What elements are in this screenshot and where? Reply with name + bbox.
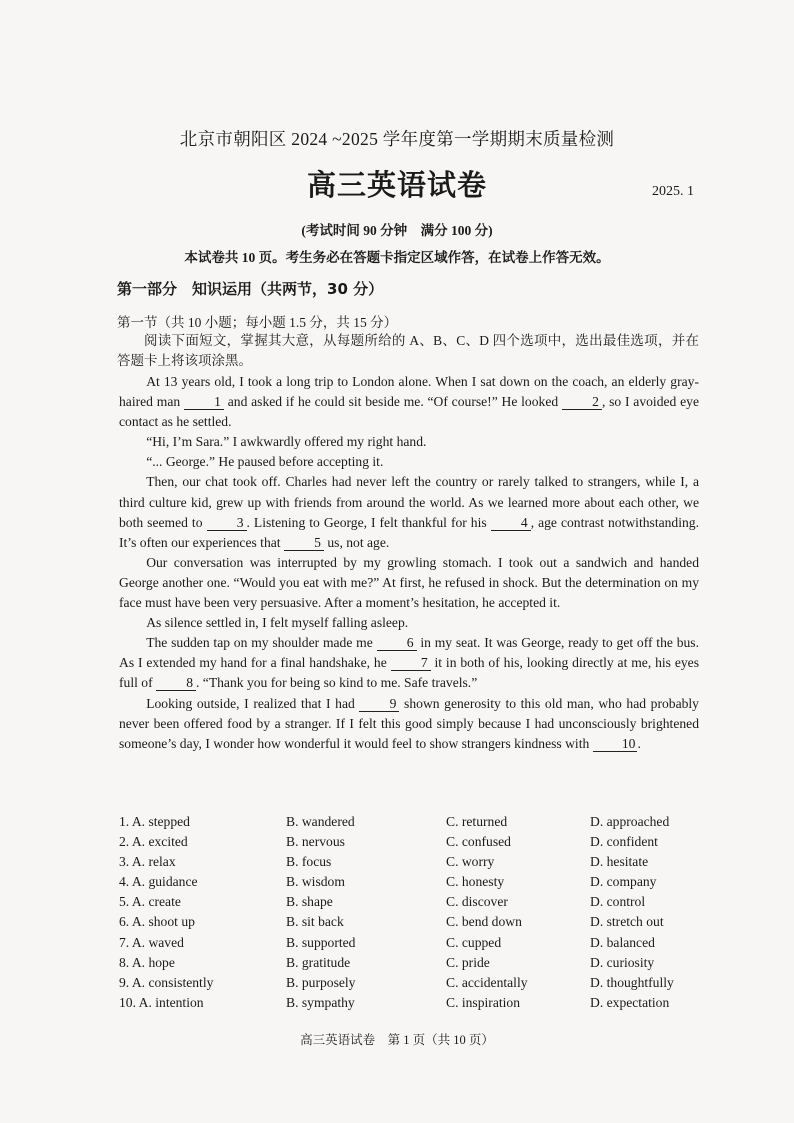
passage-paragraph: [119, 452, 699, 472]
option-d: D. company: [590, 874, 657, 890]
option-c: C. honesty: [446, 874, 505, 890]
option-b: B. focus: [286, 854, 332, 870]
option-a: 10. A. intention: [119, 994, 204, 1010]
passage-text: , age contrast notwithstanding. It’s often our experiences that: [119, 514, 699, 550]
option-a: 5. A. create: [119, 894, 181, 910]
option-b: B. gratitude: [286, 954, 351, 970]
exam-title: 高三英语试卷: [306, 168, 487, 202]
passage-paragraph: [119, 372, 699, 432]
passage-paragraph: [119, 432, 699, 452]
exam-notice: 本试卷共 10 页。考生务必在答题卡指定区域作答，在试卷上作答无效。: [184, 250, 610, 265]
option-c: C. worry: [446, 854, 495, 870]
blank-2: 2: [562, 395, 602, 410]
option-d: D. control: [590, 894, 646, 910]
passage-paragraph: [119, 633, 699, 693]
option-b: B. supported: [286, 934, 356, 950]
option-d: D. hesitate: [590, 854, 649, 870]
blank-3: 3: [207, 516, 247, 531]
passage-text: .: [637, 735, 641, 751]
passage-text: “... George.” He paused before accepting it.: [146, 454, 384, 470]
option-a: 3. A. relax: [119, 854, 176, 870]
option-a: 7. A. waved: [119, 934, 184, 950]
blank-7: 7: [391, 656, 431, 671]
blank-9: 9: [359, 697, 399, 712]
option-b: B. wisdom: [286, 874, 345, 890]
passage-text: Looking outside, I realized that I had: [146, 695, 360, 711]
question-options-7: [119, 935, 699, 955]
blank-8: 8: [156, 676, 196, 691]
option-d: D. approached: [590, 814, 670, 829]
passage-text: The sudden tap on my shoulder made me: [146, 635, 377, 651]
question-options-9: [119, 975, 699, 995]
option-b: B. wandered: [286, 814, 355, 829]
passage-paragraph: [119, 613, 699, 633]
blank-6: 6: [377, 636, 417, 651]
exam-date: 2025. 1: [652, 184, 694, 199]
blank-5: 5: [284, 536, 324, 551]
option-c: C. discover: [446, 894, 508, 910]
blank-4: 4: [491, 516, 531, 531]
passage-text: Then, our chat took off. Charles had never left the country or rarely talked to strangers, while I, a third culture kid, grew up with friends from around the world. As we learned more about each other, we both seemed to: [119, 474, 699, 530]
question-options-2: [119, 834, 699, 854]
option-b: B. shape: [286, 894, 333, 910]
option-d: D. confident: [590, 834, 658, 850]
passage-text: and asked if he could sit beside me. “Of course!” He looked: [223, 394, 562, 410]
question-options-8: [119, 955, 699, 975]
option-c: C. accidentally: [446, 974, 528, 990]
passage-paragraph: [119, 553, 699, 613]
option-a: 8. A. hope: [119, 954, 175, 970]
option-d: D. curiosity: [590, 954, 655, 970]
question-options-1: [119, 814, 699, 834]
question-options-6: [119, 914, 699, 934]
option-c: C. cupped: [446, 934, 502, 950]
option-c: C. confused: [446, 834, 511, 850]
option-d: D. expectation: [590, 994, 670, 1010]
section-title: 第一节（共 10 小题；每小题 1.5 分，共 15 分）: [117, 315, 398, 330]
option-a: 2. A. excited: [119, 834, 188, 850]
exam-header: 北京市朝阳区 2024 ~2025 学年度第一学期期末质量检测: [179, 129, 615, 149]
question-options-3: [119, 854, 699, 874]
passage-text: us, not age.: [323, 534, 390, 550]
passage-text: shown generosity to this old man, who had probably never been offered food by a stranger. If I felt this good simply because I had unconsciously brightened someone’s day, I wonder how wonderful it would feel to show strangers kindness with: [119, 695, 699, 751]
option-c: C. bend down: [446, 914, 522, 930]
passage-text: Our conversation was interrupted by my growling stomach. I took out a sandwich and handed George another one. “Would you eat with me?” At first, he refused in shock. But the determination on my face must have been very persuasive. After a moment’s hesitation, he accepted it.: [119, 554, 699, 611]
option-b: B. nervous: [286, 834, 345, 850]
part-title: 第一部分 知识运用（共两节，30 分）: [117, 280, 384, 298]
passage-paragraph: [119, 472, 699, 552]
instructions: 阅读下面短文，掌握其大意，从每题所给的 A、B、C、D 四个选项中，选出最佳选项，并在答题卡上将该项涂黑。: [117, 333, 699, 368]
question-options-4: [119, 874, 699, 894]
blank-10: 10: [593, 737, 638, 752]
passage-text: As silence settled in, I felt myself falling asleep.: [146, 615, 409, 631]
option-c: C. inspiration: [446, 994, 521, 1010]
option-a: 6. A. shoot up: [119, 914, 195, 930]
passage-text: it in both of his, looking directly at me, his eyes full of: [119, 655, 699, 691]
page-footer: 高三英语试卷 第 1 页（共 10 页）: [300, 1033, 494, 1047]
question-options-5: [119, 894, 699, 914]
passage-text: At 13 years old, I took a long trip to London alone. When I sat down on the coach, an elderly gray-haired man: [119, 374, 699, 410]
passage-text: . Listening to George, I felt thankful for his: [246, 514, 491, 530]
options-list: [119, 814, 699, 1015]
option-b: B. purposely: [286, 974, 356, 990]
passage-text: “Hi, I’m Sara.” I awkwardly offered my right hand.: [146, 434, 427, 450]
passage-text: , so I avoided eye contact as he settled.: [119, 394, 699, 430]
option-b: B. sit back: [286, 914, 344, 930]
option-c: C. pride: [446, 954, 490, 970]
exam-info: (考试时间 90 分钟 满分 100 分): [301, 223, 493, 238]
option-a: 1. A. stepped: [119, 814, 190, 829]
option-c: C. returned: [446, 814, 508, 829]
passage-text: . “Thank you for being so kind to me. Safe travels.”: [196, 675, 478, 691]
option-d: D. balanced: [590, 934, 655, 950]
option-a: 4. A. guidance: [119, 874, 198, 890]
option-d: D. thoughtfully: [590, 974, 674, 990]
question-options-10: [119, 995, 699, 1015]
option-d: D. stretch out: [590, 914, 664, 930]
passage-text: in my seat. It was George, ready to get off the bus. As I extended my hand for a final handshake, he: [119, 635, 699, 671]
option-b: B. sympathy: [286, 994, 355, 1010]
passage-paragraph: [119, 694, 699, 754]
option-a: 9. A. consistently: [119, 974, 214, 990]
cloze-passage: [119, 372, 699, 754]
blank-1: 1: [184, 395, 224, 410]
